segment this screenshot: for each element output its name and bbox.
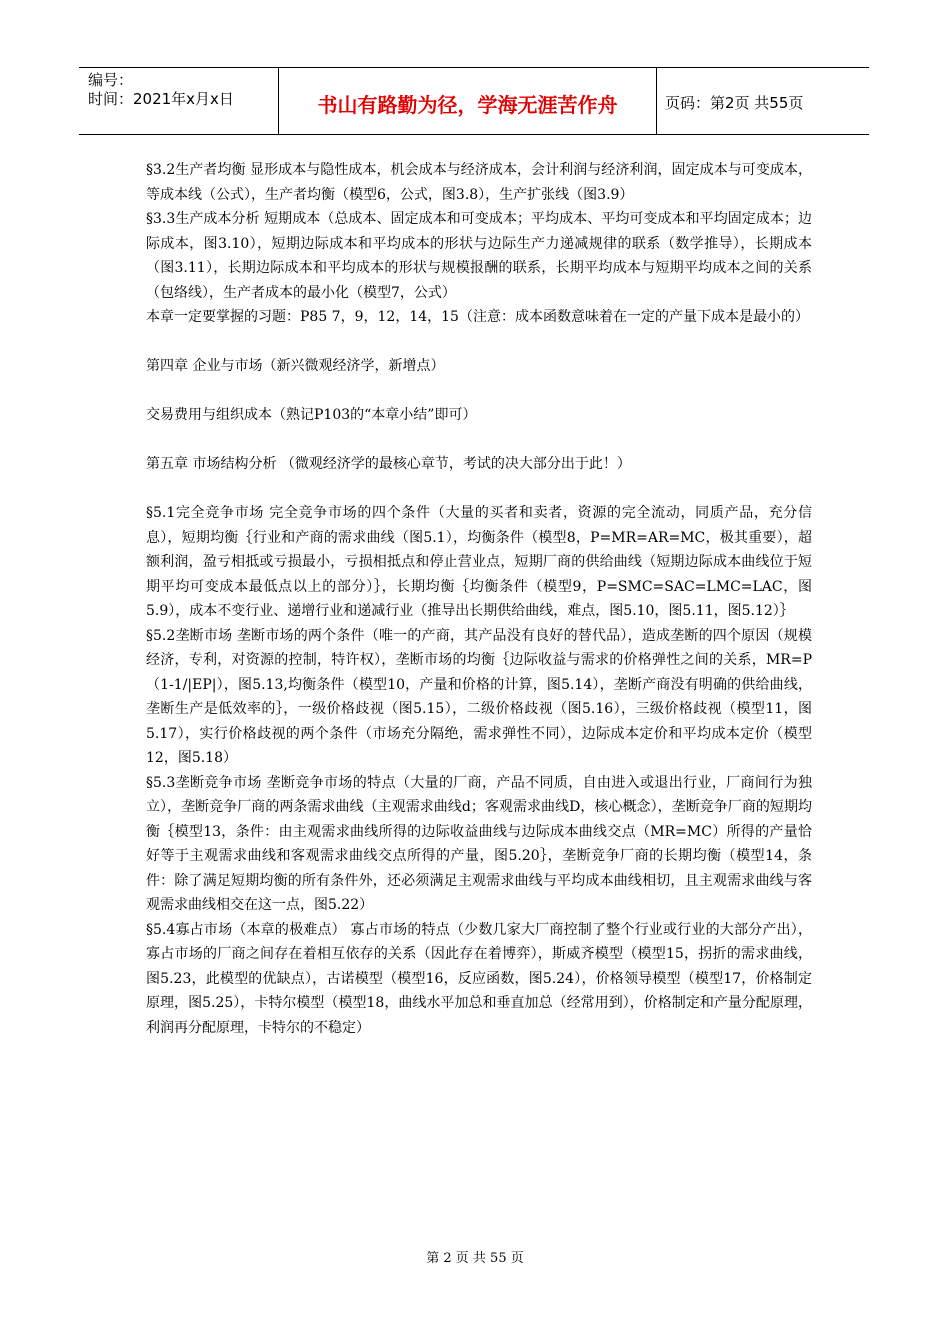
blank-line	[146, 477, 812, 502]
time-label: 时间：2021年x月x日	[88, 90, 234, 108]
page-footer: 第 2 页 共 55 页	[426, 1251, 524, 1266]
paragraph-exercises: 本章一定要掌握的习题：P85 7，9，12，14，15（注意：成本函数意味着在一定的产量下成本是最小的）	[146, 309, 809, 325]
number-label: 编号：	[88, 71, 134, 89]
paragraph-5-4: §5.4寡占市场（本章的极难点） 寡占市场的特点（少数几家大厂商控制了整个行业或行业的大部分产出），寡占市场的厂商之间存在着相互依存的关系（因此存在着博弈），斯威齐模型（模型15，拐折的需求曲线，图5.23，此模型的优缺点），古诺模型（模型16，反应函数，图5.24），价格领导模型（模型17，价格制定原理，图5.25），卡特尔模型（模型18，曲线水平加总和垂直加总（经常用到），价格制定和产量分配原理，利润再分配原理，卡特尔的不稳定）	[146, 921, 812, 1036]
header-page-info: 页码：第2页 共55页	[665, 93, 804, 112]
paragraph-5-3: §5.3垄断竞争市场 垄断竞争市场的特点（大量的厂商，产品不同质，自由进入或退出行业，厂商间行为独立），垄断竞争厂商的两条需求曲线（主观需求曲线d；客观需求曲线D，核心概念），垄断竞争厂商的短期均衡｛模型13，条件：由主观需求曲线所得的边际收益曲线与边际成本曲线交点（MR=MC）所得的产量恰好等于主观需求曲线和客观需求曲线交点所得的产量，图5.20｝，垄断竞争厂商的长期均衡（模型14，条件：除了满足短期均衡的所有条件外，还必须满足主观需求曲线与平均成本曲线相切，且主观需求曲线与客观需求曲线相交在这一点，图5.22）	[146, 774, 812, 913]
header-motto: 书山有路勤为径，学海无涯苦作舟	[279, 68, 657, 134]
blank-line	[146, 330, 812, 355]
paragraph-5-2: §5.2垄断市场 垄断市场的两个条件（唯一的产商，其产品没有良好的替代品），造成垄断的四个原因（规模经济，专利，对资源的控制，特许权），垄断市场的均衡｛边际收益与需求的价格弹性之间的关系，MR=P（1-1/|EP|），图5.13,均衡条件（模型10，产量和价格的计算，图5.14），垄断产商没有明确的供给曲线，垄断生产是低效率的｝，一级价格歧视（图5.15），二级价格歧视（图5.16），三级价格歧视（模型11，图5.17），实行价格歧视的两个条件（市场充分隔绝，需求弹性不同），边际成本定价和平均成本定价（模型12，图5.18）	[146, 627, 812, 766]
paragraph-3-2: §3.2生产者均衡 显形成本与隐性成本，机会成本与经济成本，会计利润与经济利润，固定成本与可变成本，等成本线（公式），生产者均衡（模型6，公式，图3.8），生产扩张线（图3.9）	[146, 162, 812, 203]
document-body	[146, 158, 812, 1040]
paragraph-transaction-cost: 交易费用与组织成本（熟记P103的“本章小结”即可）	[146, 407, 477, 423]
chapter-4-heading: 第四章 企业与市场（新兴微观经济学，新增点）	[146, 358, 445, 374]
paragraph-5-1: §5.1完全竞争市场 完全竞争市场的四个条件（大量的买者和卖者，资源的完全流动，同质产品，充分信息），短期均衡｛行业和产商的需求曲线（图5.1），均衡条件（模型8，P=MR=AR=MC，极其重要），超额利润，盈亏相抵或亏损最小，亏损相抵点和停止营业点，短期厂商的供给曲线（短期边际成本曲线位于短期平均可变成本最低点以上的部分）｝，长期均衡｛均衡条件（模型9，P=SMC=SAC=LMC=LAC，图5.9），成本不变行业、递增行业和递减行业（推导出长期供给曲线，难点，图5.10，图5.11，图5.12）｝	[146, 505, 812, 619]
page-header	[79, 67, 869, 135]
paragraph-3-3: §3.3生产成本分析 短期成本（总成本、固定成本和可变成本；平均成本、平均可变成本和平均固定成本；边际成本，图3.10），短期边际成本和平均成本的形状与边际生产力递减规律的联系（数学推导），长期成本（图3.11），长期边际成本和平均成本的形状与规模报酬的联系，长期平均成本与短期平均成本之间的关系（包络线），生产者成本的最小化（模型7，公式）	[146, 211, 812, 301]
blank-line	[146, 428, 812, 453]
header-meta	[79, 68, 279, 134]
blank-line	[146, 379, 812, 404]
chapter-5-heading: 第五章 市场结构分析 （微观经济学的最核心章节，考试的决大部分出于此！）	[146, 456, 631, 472]
